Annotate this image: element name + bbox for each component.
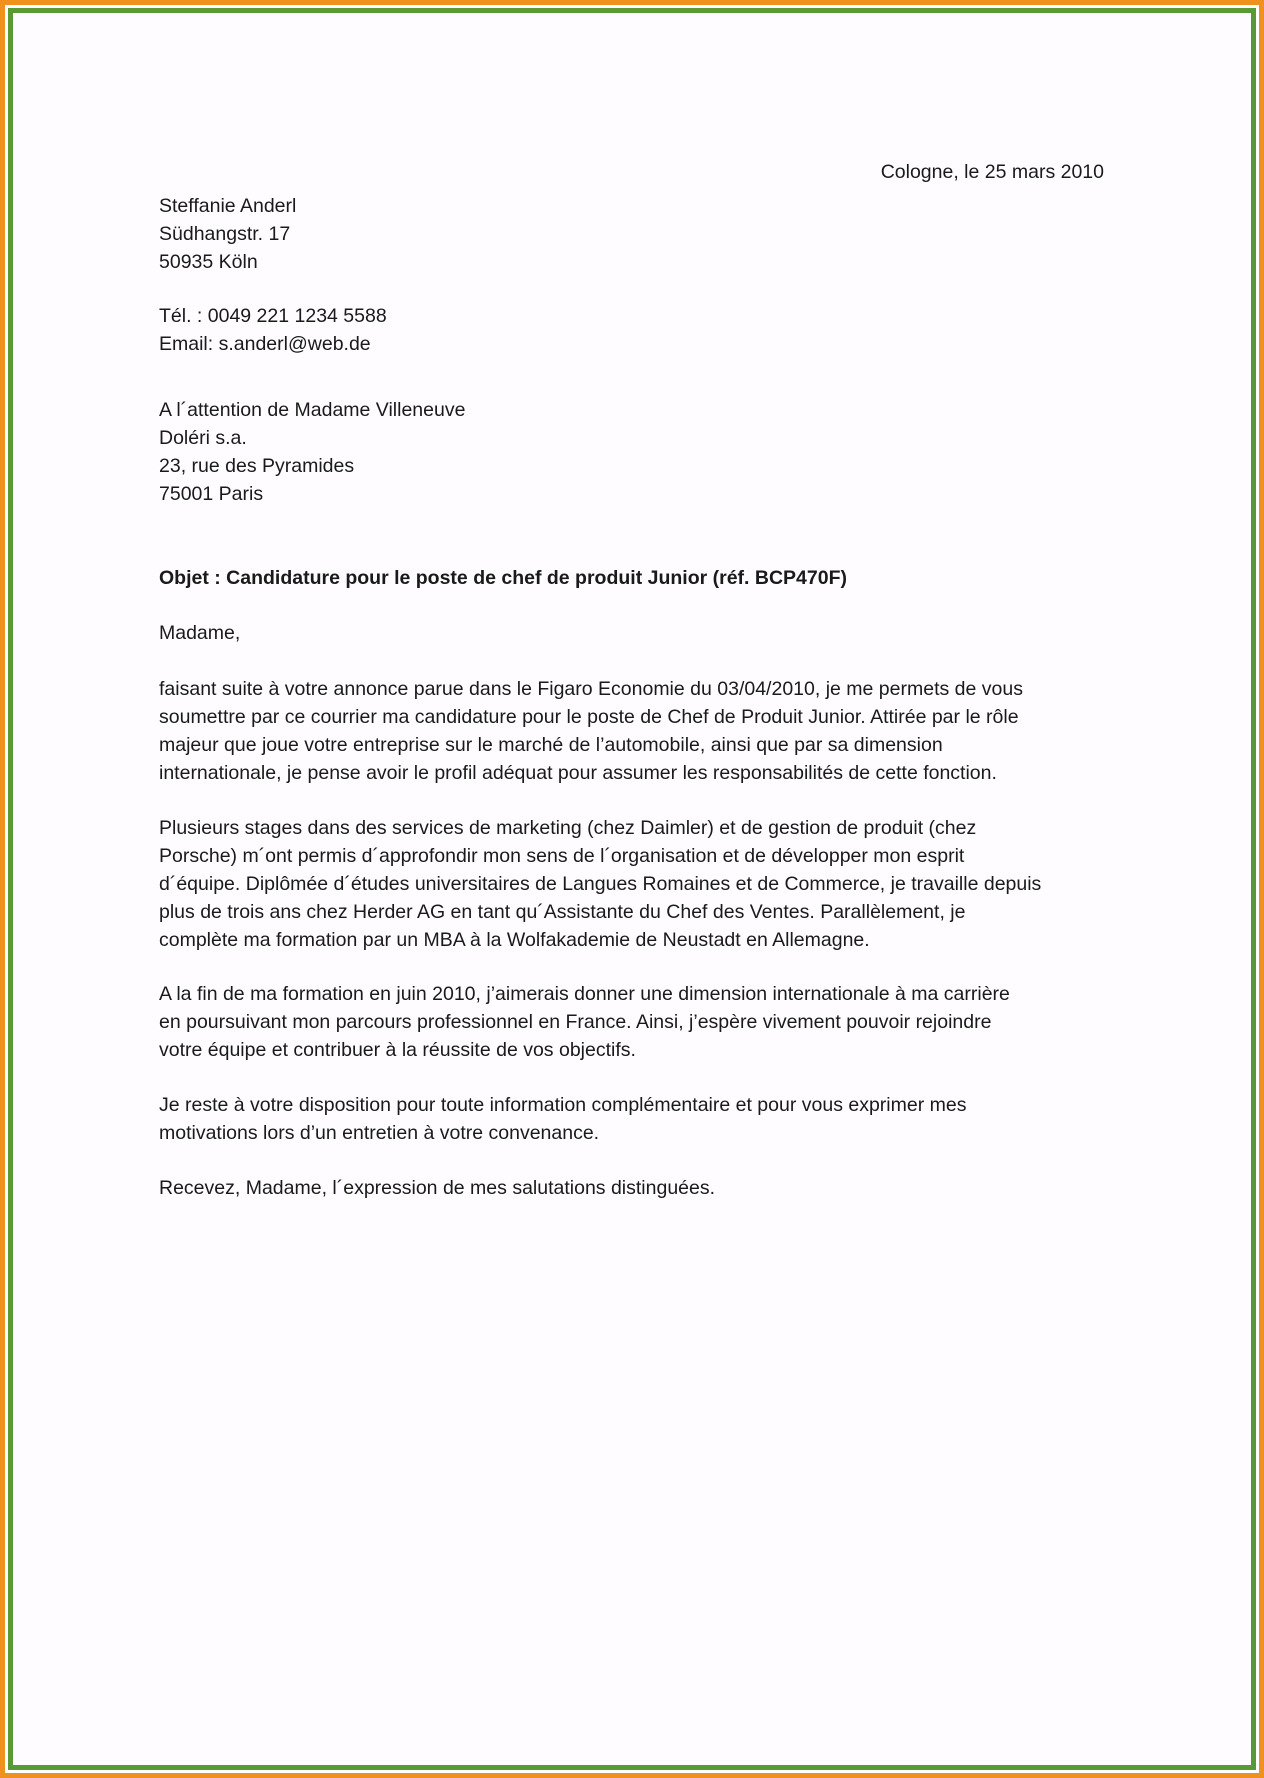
paragraph-1 [159,675,1109,787]
paragraph-line: motivations lors d’un entretien à votre convenance. [159,1122,600,1144]
sender-phone: Tél. : 0049 221 1234 5588 [159,305,387,327]
letter-salutation: Madame, [159,622,241,644]
paragraph-line: complète ma formation par un MBA à la Wolfakademie de Neustadt en Allemagne. [159,929,870,951]
paragraph-line: internationale, je pense avoir le profil adéquat pour assumer les responsabilités de cette fonction. [159,762,997,784]
paragraph-line: votre équipe et contribuer à la réussite de vos objectifs. [159,1039,636,1061]
recipient-street: 23, rue des Pyramides [159,455,355,477]
sender-address [159,192,1109,276]
paragraph-2 [159,814,1109,954]
letter-subject: Objet : Candidature pour le poste de chef de produit Junior (réf. BCP470F) [159,567,847,589]
sender-street: Südhangstr. 17 [159,223,291,245]
paragraph-line: soumettre par ce courrier ma candidature pour le poste de Chef de Produit Junior. Attirée par le rôle [159,706,1019,728]
sender-name: Steffanie Anderl [159,195,297,217]
recipient-attention: A l´attention de Madame Villeneuve [159,399,466,421]
paragraph-line: Je reste à votre disposition pour toute information complémentaire et pour vous exprimer mes [159,1094,967,1116]
paragraph-line: faisant suite à votre annonce parue dans le Figaro Economie du 03/04/2010, je me permets de vous [159,678,1023,700]
sender-city: 50935 Köln [159,251,258,273]
recipient-city: 75001 Paris [159,483,264,505]
paragraph-line: A la fin de ma formation en juin 2010, j’aimerais donner une dimension internationale à ma carrière [159,983,1010,1005]
closing-line: Recevez, Madame, l´expression de mes salutations distinguées. [159,1177,716,1199]
paragraph-line: majeur que joue votre entreprise sur le marché de l’automobile, ainsi que par sa dimension [159,734,943,756]
letter-closing [159,1174,1109,1202]
paragraph-3 [159,980,1109,1064]
paragraph-line: Porsche) m´ont permis d´approfondir mon sens de l´organisation et de développer mon esprit [159,845,965,867]
paragraph-line: en poursuivant mon parcours professionnel en France. Ainsi, j’espère vivement pouvoir rejoindre [159,1011,992,1033]
recipient-address [159,396,1109,508]
paragraph-4 [159,1091,1109,1147]
recipient-company: Doléri s.a. [159,427,247,449]
paragraph-line: d´équipe. Diplômée d´études universitaires de Langues Romaines et de Commerce, je travaille depuis [159,873,1042,895]
paragraph-line: plus de trois ans chez Herder AG en tant qu´Assistante du Chef des Ventes. Parallèlement, je [159,901,966,923]
letter-date: Cologne, le 25 mars 2010 [880,161,1104,183]
sender-email: Email: s.anderl@web.de [159,333,371,355]
sender-contact [159,302,1109,358]
paragraph-line: Plusieurs stages dans des services de marketing (chez Daimler) et de gestion de produit (chez [159,817,977,839]
